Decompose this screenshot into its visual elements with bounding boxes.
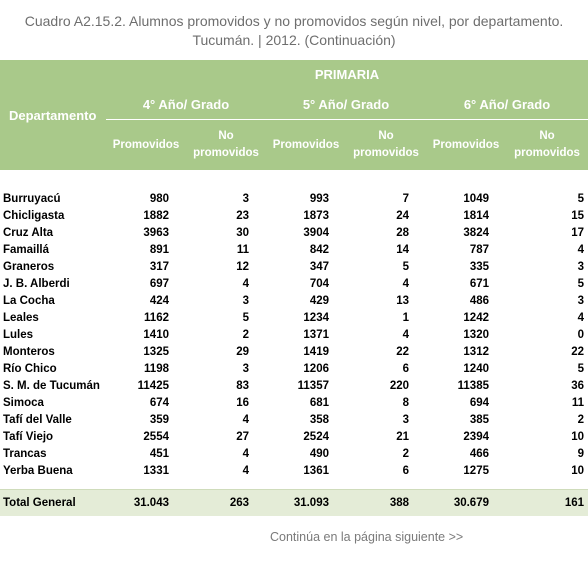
promovidos-cell: 335 bbox=[469, 260, 489, 273]
no-promovidos-cell: 27 bbox=[236, 430, 249, 443]
promovidos-cell: 1331 bbox=[143, 464, 169, 477]
department-name: Yerba Buena bbox=[3, 464, 73, 477]
promovidos-cell: 1325 bbox=[143, 345, 169, 358]
no-promovidos-cell: 5 bbox=[577, 277, 584, 290]
total-cell: 388 bbox=[346, 490, 426, 517]
no-promovidos-cell: 5 bbox=[242, 311, 249, 324]
table-row bbox=[0, 360, 588, 377]
promovidos-cell: 3824 bbox=[463, 226, 489, 239]
promovidos-cell: 347 bbox=[309, 260, 329, 273]
total-label: Total General bbox=[0, 490, 106, 517]
no-promovidos-cell: 2 bbox=[402, 447, 409, 460]
table-row bbox=[0, 292, 588, 309]
no-promovidos-cell: 10 bbox=[571, 430, 584, 443]
department-name: S. M. de Tucumán bbox=[3, 379, 100, 392]
no-promovidos-cell: 0 bbox=[577, 328, 584, 341]
no-promovidos-cell: 6 bbox=[402, 362, 409, 375]
table-row bbox=[0, 377, 588, 394]
promovidos-cell: 358 bbox=[309, 413, 329, 426]
no-promovidos-cell: 5 bbox=[577, 192, 584, 205]
promovidos-cell: 2394 bbox=[463, 430, 489, 443]
table-body bbox=[0, 190, 588, 479]
group-header-6: 6° Año/ Grado bbox=[426, 89, 588, 120]
promovidos-cell: 1371 bbox=[303, 328, 329, 341]
department-name: Monteros bbox=[3, 345, 55, 358]
promovidos-cell: 671 bbox=[469, 277, 489, 290]
department-header: Departamento bbox=[0, 60, 106, 170]
no-promovidos-cell: 6 bbox=[402, 464, 409, 477]
department-name: Tafí Viejo bbox=[3, 430, 54, 443]
promovidos-cell: 1162 bbox=[144, 311, 169, 324]
no-promovidos-cell: 83 bbox=[236, 379, 249, 392]
department-name: Famaillá bbox=[3, 243, 50, 256]
continue-link[interactable]: Continúa en la página siguiente >> bbox=[270, 530, 464, 544]
promovidos-cell: 11425 bbox=[137, 379, 169, 392]
no-promovidos-cell: 4 bbox=[242, 447, 249, 460]
no-promovidos-cell: 22 bbox=[571, 345, 584, 358]
promovidos-cell: 704 bbox=[309, 277, 329, 290]
promovidos-cell: 317 bbox=[149, 260, 169, 273]
promovidos-cell: 1312 bbox=[463, 345, 489, 358]
table-row bbox=[0, 428, 588, 445]
no-promovidos-cell: 4 bbox=[242, 464, 249, 477]
promovidos-cell: 1320 bbox=[463, 328, 489, 341]
total-cell: 263 bbox=[186, 490, 266, 517]
table-row bbox=[0, 207, 588, 224]
no-promovidos-cell: 11 bbox=[571, 396, 584, 409]
sub-header-promovidos: Promovidos bbox=[266, 120, 346, 171]
group-header-5: 5° Año/ Grado bbox=[266, 89, 426, 120]
total-cell: 31.093 bbox=[266, 490, 346, 517]
no-promovidos-cell: 14 bbox=[396, 243, 409, 256]
department-name: Burruyacú bbox=[3, 192, 61, 205]
no-promovidos-cell: 13 bbox=[396, 294, 409, 307]
sub-header-promovidos: Promovidos bbox=[106, 120, 186, 171]
total-row bbox=[0, 490, 588, 517]
no-promovidos-cell: 4 bbox=[402, 277, 409, 290]
sub-header-no-promovidos: No promovidos bbox=[346, 120, 426, 171]
promovidos-cell: 1873 bbox=[303, 209, 329, 222]
department-name: Chicligasta bbox=[3, 209, 65, 222]
department-name: Leales bbox=[3, 311, 39, 324]
table-row bbox=[0, 309, 588, 326]
total-cell: 161 bbox=[506, 490, 588, 517]
no-promovidos-cell: 22 bbox=[396, 345, 409, 358]
promovidos-cell: 11385 bbox=[457, 379, 489, 392]
no-promovidos-cell: 11 bbox=[236, 243, 249, 256]
no-promovidos-cell: 8 bbox=[402, 396, 409, 409]
total-cell: 31.043 bbox=[106, 490, 186, 517]
table-row bbox=[0, 445, 588, 462]
sub-header-promovidos: Promovidos bbox=[426, 120, 506, 171]
total-cell: 30.679 bbox=[426, 490, 506, 517]
promovidos-cell: 694 bbox=[469, 396, 489, 409]
promovidos-cell: 3963 bbox=[143, 226, 169, 239]
promovidos-cell: 385 bbox=[469, 413, 489, 426]
promovidos-cell: 787 bbox=[469, 243, 489, 256]
no-promovidos-cell: 36 bbox=[571, 379, 584, 392]
no-promovidos-cell: 24 bbox=[396, 209, 409, 222]
promovidos-cell: 1206 bbox=[303, 362, 329, 375]
promovidos-cell: 697 bbox=[149, 277, 169, 290]
promovidos-cell: 359 bbox=[149, 413, 169, 426]
table-row bbox=[0, 411, 588, 428]
no-promovidos-cell: 4 bbox=[402, 328, 409, 341]
promovidos-cell: 2524 bbox=[303, 430, 329, 443]
table-row bbox=[0, 326, 588, 343]
promovidos-cell: 1361 bbox=[303, 464, 329, 477]
promovidos-cell: 466 bbox=[469, 447, 489, 460]
promovidos-cell: 3904 bbox=[303, 226, 329, 239]
table-row bbox=[0, 394, 588, 411]
no-promovidos-cell: 7 bbox=[402, 192, 409, 205]
promovidos-cell: 486 bbox=[469, 294, 489, 307]
promovidos-cell: 424 bbox=[149, 294, 169, 307]
no-promovidos-cell: 29 bbox=[236, 345, 249, 358]
no-promovidos-cell: 2 bbox=[242, 328, 249, 341]
promovidos-cell: 1240 bbox=[463, 362, 489, 375]
promovidos-cell: 1198 bbox=[144, 362, 169, 375]
table-row bbox=[0, 343, 588, 360]
promovidos-cell: 429 bbox=[309, 294, 329, 307]
no-promovidos-cell: 3 bbox=[242, 362, 249, 375]
promovidos-cell: 1814 bbox=[463, 209, 489, 222]
no-promovidos-cell: 23 bbox=[236, 209, 249, 222]
promovidos-cell: 1410 bbox=[143, 328, 169, 341]
sub-header-no-promovidos: No promovidos bbox=[506, 120, 588, 171]
title-line-1: Cuadro A2.15.2. Alumnos promovidos y no promovidos según nivel, por departamento. bbox=[24, 13, 564, 29]
promovidos-cell: 1049 bbox=[463, 192, 489, 205]
promovidos-cell: 1242 bbox=[463, 311, 489, 324]
promovidos-cell: 490 bbox=[309, 447, 329, 460]
data-table bbox=[0, 60, 588, 516]
no-promovidos-cell: 220 bbox=[389, 379, 409, 392]
no-promovidos-cell: 4 bbox=[242, 277, 249, 290]
department-name: Graneros bbox=[3, 260, 55, 273]
no-promovidos-cell: 4 bbox=[242, 413, 249, 426]
no-promovidos-cell: 15 bbox=[571, 209, 584, 222]
no-promovidos-cell: 5 bbox=[577, 362, 584, 375]
group-header-4: 4° Año/ Grado bbox=[106, 89, 266, 120]
no-promovidos-cell: 1 bbox=[402, 311, 409, 324]
sub-header-no-promovidos: No promovidos bbox=[186, 120, 266, 171]
department-name: Río Chico bbox=[3, 362, 57, 375]
table-row bbox=[0, 462, 588, 479]
promovidos-cell: 1234 bbox=[303, 311, 329, 324]
department-name: Cruz Alta bbox=[3, 226, 54, 239]
promovidos-cell: 993 bbox=[309, 192, 329, 205]
promovidos-cell: 891 bbox=[149, 243, 169, 256]
department-name: Trancas bbox=[3, 447, 47, 460]
department-name: J. B. Alberdi bbox=[3, 277, 70, 290]
promovidos-cell: 842 bbox=[309, 243, 329, 256]
table-row bbox=[0, 224, 588, 241]
no-promovidos-cell: 3 bbox=[577, 260, 584, 273]
promovidos-cell: 1419 bbox=[303, 345, 329, 358]
no-promovidos-cell: 4 bbox=[577, 243, 584, 256]
no-promovidos-cell: 9 bbox=[577, 447, 584, 460]
spacer bbox=[0, 170, 588, 190]
title-line-2: Tucumán. | 2012. (Continuación) bbox=[192, 32, 396, 48]
table-row bbox=[0, 241, 588, 258]
no-promovidos-cell: 21 bbox=[396, 430, 409, 443]
table-row bbox=[0, 275, 588, 292]
no-promovidos-cell: 16 bbox=[236, 396, 249, 409]
promovidos-cell: 2554 bbox=[143, 430, 169, 443]
table-title bbox=[0, 12, 588, 50]
promovidos-cell: 674 bbox=[149, 396, 169, 409]
promovidos-cell: 1882 bbox=[143, 209, 169, 222]
no-promovidos-cell: 3 bbox=[577, 294, 584, 307]
promovidos-cell: 1275 bbox=[463, 464, 489, 477]
spacer bbox=[0, 479, 588, 490]
no-promovidos-cell: 10 bbox=[571, 464, 584, 477]
department-name: La Cocha bbox=[3, 294, 55, 307]
no-promovidos-cell: 3 bbox=[402, 413, 409, 426]
no-promovidos-cell: 4 bbox=[577, 311, 584, 324]
promovidos-cell: 681 bbox=[309, 396, 329, 409]
promovidos-cell: 980 bbox=[149, 192, 169, 205]
no-promovidos-cell: 17 bbox=[571, 226, 584, 239]
department-name: Lules bbox=[3, 328, 34, 341]
no-promovidos-cell: 3 bbox=[242, 192, 249, 205]
level-header: PRIMARIA bbox=[106, 60, 588, 89]
promovidos-cell: 451 bbox=[149, 447, 169, 460]
no-promovidos-cell: 3 bbox=[242, 294, 249, 307]
no-promovidos-cell: 28 bbox=[396, 226, 409, 239]
no-promovidos-cell: 2 bbox=[577, 413, 584, 426]
table-row bbox=[0, 190, 588, 207]
department-name: Tafí del Valle bbox=[3, 413, 72, 426]
promovidos-cell: 11357 bbox=[297, 379, 329, 392]
no-promovidos-cell: 12 bbox=[236, 260, 249, 273]
table-row bbox=[0, 258, 588, 275]
department-name: Simoca bbox=[3, 396, 44, 409]
no-promovidos-cell: 5 bbox=[402, 260, 409, 273]
no-promovidos-cell: 30 bbox=[236, 226, 249, 239]
